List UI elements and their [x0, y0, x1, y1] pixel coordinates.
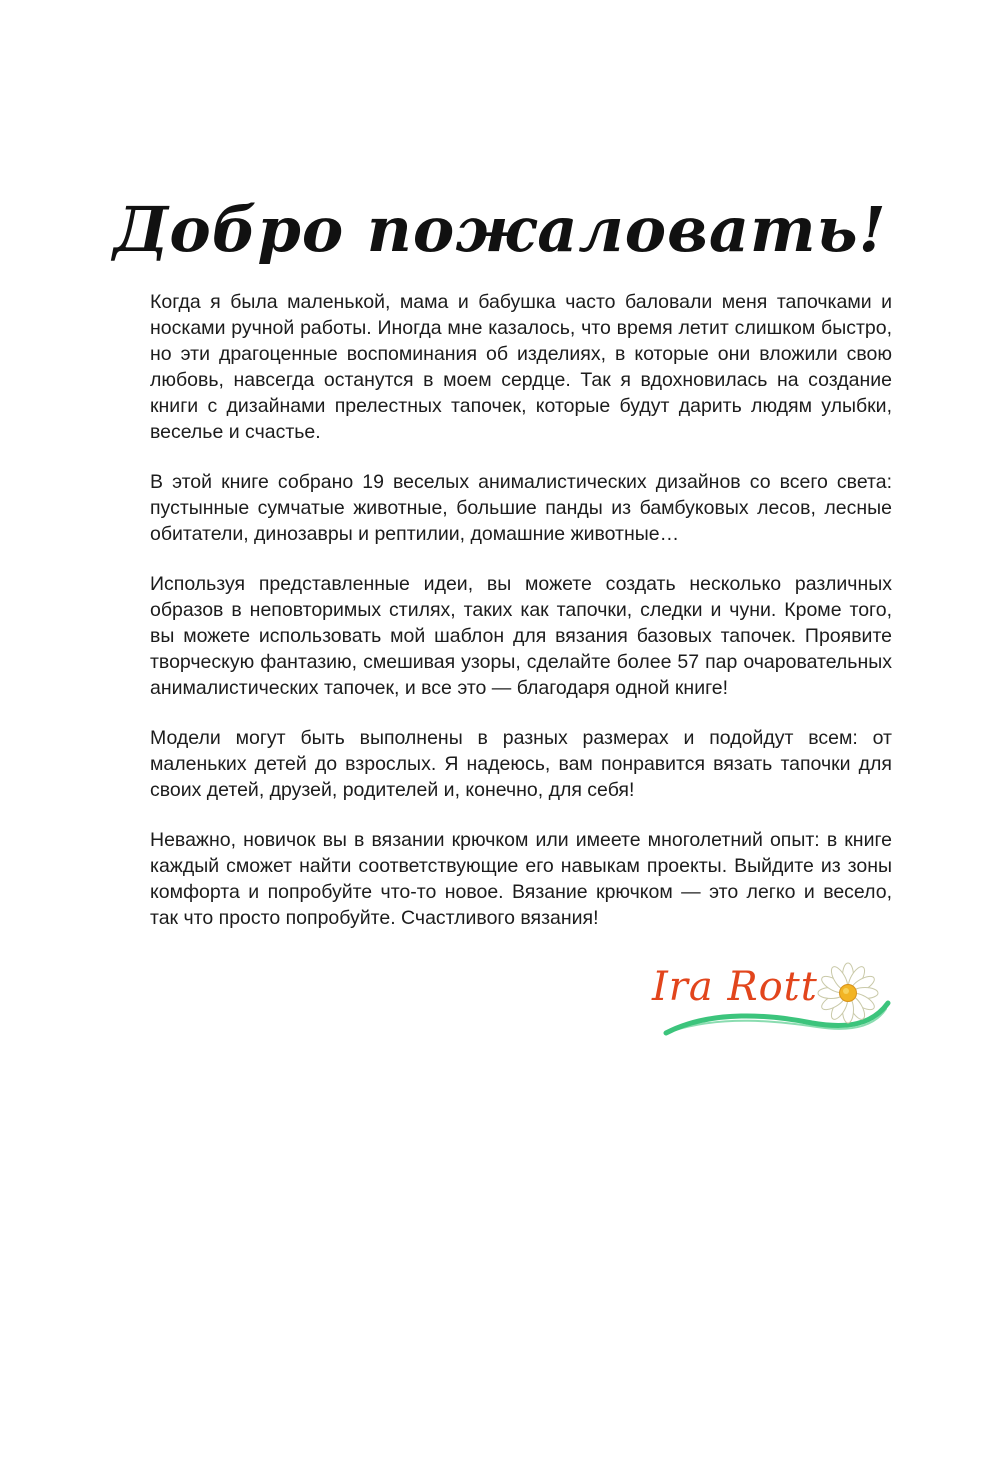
paragraph-designs: В этой книге собрано 19 веселых анималистических дизайнов со всего света: пустынные сумчатые животные, большие панды из бамбуковых лесов, лесные обитатели, динозавры и рептилии, домашние животные…: [150, 471, 892, 545]
signature-name: Ira Rott: [652, 964, 818, 1010]
daisy-icon: [816, 961, 880, 1025]
body-text: [150, 289, 892, 955]
paragraph-intro: Когда я была маленькой, мама и бабушка часто баловали меня тапочками и носками ручной работы. Иногда мне казалось, что время летит слишком быстро, но эти драгоценные воспоминания об изделиях, в которые они вложили свою любовь, навсегда останутся в моем сердце. Так я вдохновилась на создание книги с дизайнами прелестных тапочек, которые будут дарить людям улыбки, веселье и счастье.: [150, 291, 892, 443]
page-title: Добро пожаловать!: [113, 192, 887, 266]
paragraph-ideas: Используя представленные идеи, вы можете создать несколько различных образов в неповторимых стилях, таких как тапочки, следки и чуни. Кроме того, вы можете использовать мой шаблон для вязания базовых тапочек. Проявите творческую фантазию, смешивая узоры, сделайте более 57 пар очаровательных анималистических тапочек, и все это — благодаря одной книге!: [150, 573, 892, 699]
paragraph-sizes: Модели могут быть выполнены в разных размерах и подойдут всем: от маленьких детей до взрослых. Я надеюсь, вам понравится вязать тапочки для своих детей, друзей, родителей и, конечно, для себя!: [150, 727, 892, 801]
author-signature: [640, 955, 900, 1055]
paragraph-closing: Неважно, новичок вы в вязании крючком или имеете многолетний опыт: в книге каждый сможет найти соответствующие его навыкам проекты. Выйдите из зоны комфорта и попробуйте что-то новое. Вязание крючком — это легко и весело, так что просто попробуйте. Счастливого вязания!: [150, 829, 892, 929]
